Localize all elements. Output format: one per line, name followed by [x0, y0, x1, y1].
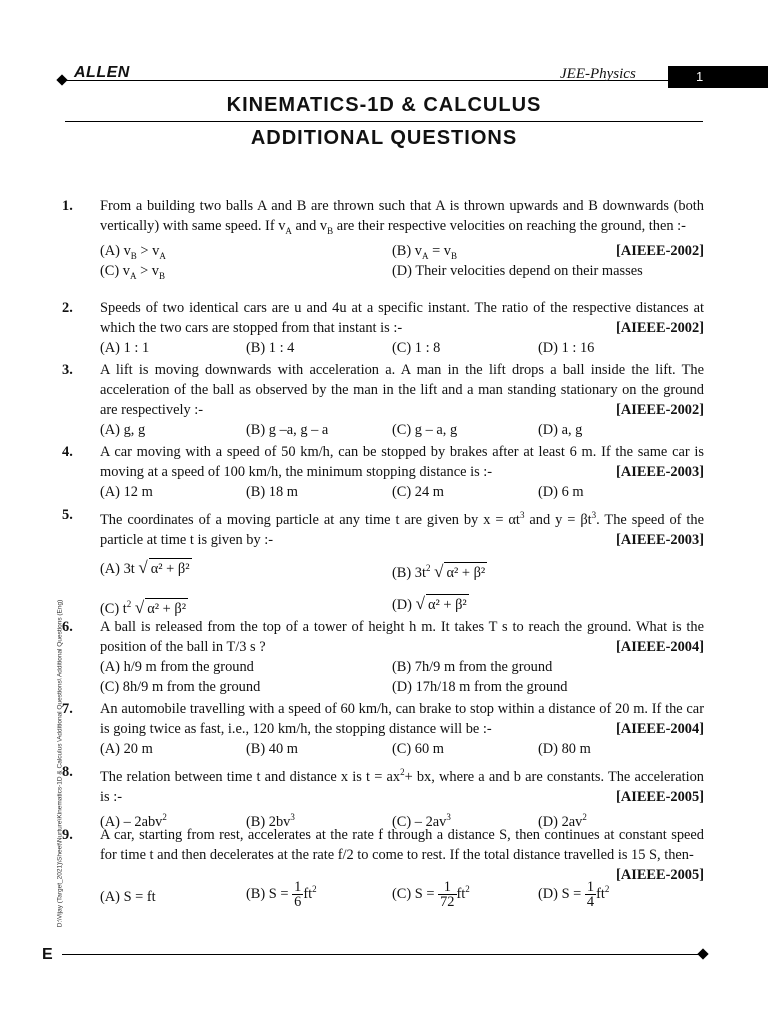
options-row	[100, 594, 704, 620]
question-source: [AIEEE-2005]	[616, 867, 704, 883]
sqrt-icon: √	[415, 593, 425, 613]
option-a: (A) S = ft	[100, 889, 156, 905]
page-number: 1	[668, 66, 768, 88]
option-a: (A) 1 : 1	[100, 340, 150, 356]
question-number: 6.	[62, 619, 73, 635]
question-4	[62, 442, 704, 502]
question-source: [AIEEE-2004]	[616, 639, 704, 655]
footer-diamond-icon	[697, 948, 708, 959]
question-source: [AIEEE-2004]	[616, 721, 704, 737]
option-d: (D) 6 m	[538, 484, 584, 500]
page-title: KINEMATICS-1D & CALCULUS	[226, 94, 542, 116]
page-subtitle: ADDITIONAL QUESTIONS	[250, 127, 518, 149]
question-text: A car moving with a speed of 50 km/h, can be stopped by brakes after at least 6 m. If the same car is moving at a speed of 100 km/h, the minimum stopping distance is :- [AIEEE-2003]	[100, 444, 704, 480]
question-source: [AIEEE-2002]	[616, 320, 704, 336]
options-row	[100, 879, 704, 913]
option-b: (B) $v_A = v_B$	[392, 242, 458, 261]
option-a: (A) – 2abv$^2$	[100, 811, 167, 830]
question-source: [AIEEE-2005]	[616, 788, 704, 805]
option-d: (D) 17h/18 m from the ground	[392, 679, 568, 695]
option-a: (A) 12 m	[100, 484, 153, 500]
options-row	[100, 807, 704, 830]
option-d: (D) S = $\frac{1}{4}$ $ft^2$	[538, 878, 610, 910]
option-c: (C) 8h/9 m from the ground	[100, 679, 261, 695]
question-number: 2.	[62, 300, 73, 316]
question-6	[62, 617, 704, 697]
sqrt-icon: √	[434, 561, 444, 581]
footer-letter: E	[42, 946, 53, 963]
options-row	[100, 558, 704, 584]
fraction: $\frac{1}{72}$	[440, 878, 455, 910]
question-number: 5.	[62, 507, 73, 523]
file-path-label: D:\Vijay (Target_2021)\Sheet\Nurture\Kinematics-1D & Calculus \Additional Questions\ Additional Questions (Eng)	[56, 599, 64, 928]
question-text: Speeds of two identical cars are u and 4u at a specific instant. The ratio of the respective distances at which the two cars are stopped from that instant is :- [AIEEE-2002]	[100, 300, 704, 336]
option-a: (A) g, g	[100, 422, 146, 438]
options-row	[100, 338, 704, 358]
option-a: (A) 3t √ α² + β²	[100, 557, 190, 577]
option-a: (A) $v_B > v_A$	[100, 242, 166, 261]
options-row	[100, 261, 704, 281]
option-c: (C) 24 m	[392, 484, 444, 500]
option-d: (D) 1 : 16	[538, 340, 595, 356]
question-text: A ball is released from the top of a tower of height h m. It takes T s to reach the ground. What is the position of the ball in T/3 s ? [AIEEE-2004]	[100, 619, 704, 655]
option-c: (C) 60 m	[392, 741, 444, 757]
option-d: (D) Their velocities depend on their masses	[392, 262, 643, 279]
title-rule	[65, 121, 703, 122]
question-number: 4.	[62, 444, 73, 460]
fraction: $\frac{1}{6}$	[294, 878, 302, 910]
subject-label: JEE-Physics	[560, 66, 636, 82]
option-a: (A) 20 m	[100, 741, 153, 757]
question-source: [AIEEE-2003]	[616, 464, 704, 480]
option-d: (D) $2av^2$	[538, 811, 587, 830]
question-8	[62, 762, 704, 830]
option-b: (B) 7h/9 m from the ground	[392, 659, 553, 675]
option-b: (B) 1 : 4	[246, 340, 295, 356]
option-d: (D) √ α² + β²	[392, 593, 467, 613]
option-c: $(C) - 2av^3$	[392, 811, 451, 830]
option-b: (B) 18 m	[246, 484, 298, 500]
options-row	[100, 241, 704, 261]
option-c: (C) 1 : 8	[392, 340, 441, 356]
question-1	[62, 196, 704, 281]
question-number: 3.	[62, 362, 73, 378]
question-source: [AIEEE-2002]	[616, 402, 704, 418]
options-row	[100, 677, 704, 697]
question-text: The relation between time t and distance x is $t = ax^2+$ bx, where a and b are constants. The acceleration is :- [AIEEE-2005]	[100, 767, 704, 805]
question-7	[62, 699, 704, 759]
question-number: 1.	[62, 198, 73, 214]
option-b: (B) $2bv^3$	[246, 811, 295, 830]
question-number: 7.	[62, 701, 73, 717]
option-b: (B) g –a, g – a	[246, 422, 329, 438]
question-text: The coordinates of a moving particle at any time t are given by $x = \alpha t^3$ and $y = \beta t^3$. The speed of the particle at time t is given by :- [AIEEE-2003]	[100, 510, 704, 548]
question-3	[62, 360, 704, 440]
question-number: 9.	[62, 827, 73, 843]
sqrt-icon: √	[138, 557, 148, 577]
question-text: From a building two balls A and B are thrown such that A is thrown upwards and B downwards (both vertically) with same speed. If $v_A$ and $v_B$ are their respective velocities on reaching the ground, then :- [AIEEE-2002]	[100, 198, 704, 259]
question-source: [AIEEE-2002]	[616, 242, 704, 259]
options-row	[100, 739, 704, 759]
question-number: 8.	[62, 764, 73, 780]
options-row	[100, 420, 704, 440]
question-9	[62, 825, 704, 913]
options-row	[100, 657, 704, 677]
options-row	[100, 482, 704, 502]
footer-rule	[62, 954, 702, 955]
option-b: (B) $3t^2$ √ α² + β²	[392, 561, 486, 581]
option-d: (D) a, g	[538, 422, 583, 438]
option-a: (A) h/9 m from the ground	[100, 659, 254, 675]
question-text: A lift is moving downwards with acceleration a. A man in the lift drops a ball inside the lift. The acceleration of the ball as observed by the man in the lift and a man standing stationary on the ground are respectively :- [AIEEE-2002]	[100, 362, 704, 418]
fraction: $\frac{1}{4}$	[586, 878, 595, 910]
question-source: [AIEEE-2003]	[616, 531, 704, 548]
question-2	[62, 298, 704, 358]
sqrt-icon: √	[134, 597, 145, 617]
question-text: A car, starting from rest, accelerates at the rate f through a distance S, then continues at constant speed for time t and then decelerates at the rate f/2 to come to rest. If the total distance travelled is 15 S, then- [AIEEE-2005]	[100, 827, 704, 883]
question-5	[62, 505, 704, 620]
option-c: (C) S = $\frac{1}{72}$ $ft^2$	[392, 878, 470, 910]
option-b: (B) 40 m	[246, 741, 298, 757]
brand-logo: ALLEN	[74, 64, 130, 81]
option-c: (C) $v_A > v_B$	[100, 262, 166, 281]
option-c: (C) $t^2$ √ α² + β²	[100, 597, 187, 617]
option-d: (D) 80 m	[538, 741, 591, 757]
question-text: An automobile travelling with a speed of 60 km/h, can brake to stop within a distance of 20 m. If the car is going twice as fast, i.e., 120 km/h, the stopping distance will be :- [AIEEE-2004]	[100, 701, 704, 737]
option-b: (B) S = $\frac{1}{6}$ $ft^2$	[246, 878, 317, 910]
option-c: (C) g – a, g	[392, 422, 458, 438]
